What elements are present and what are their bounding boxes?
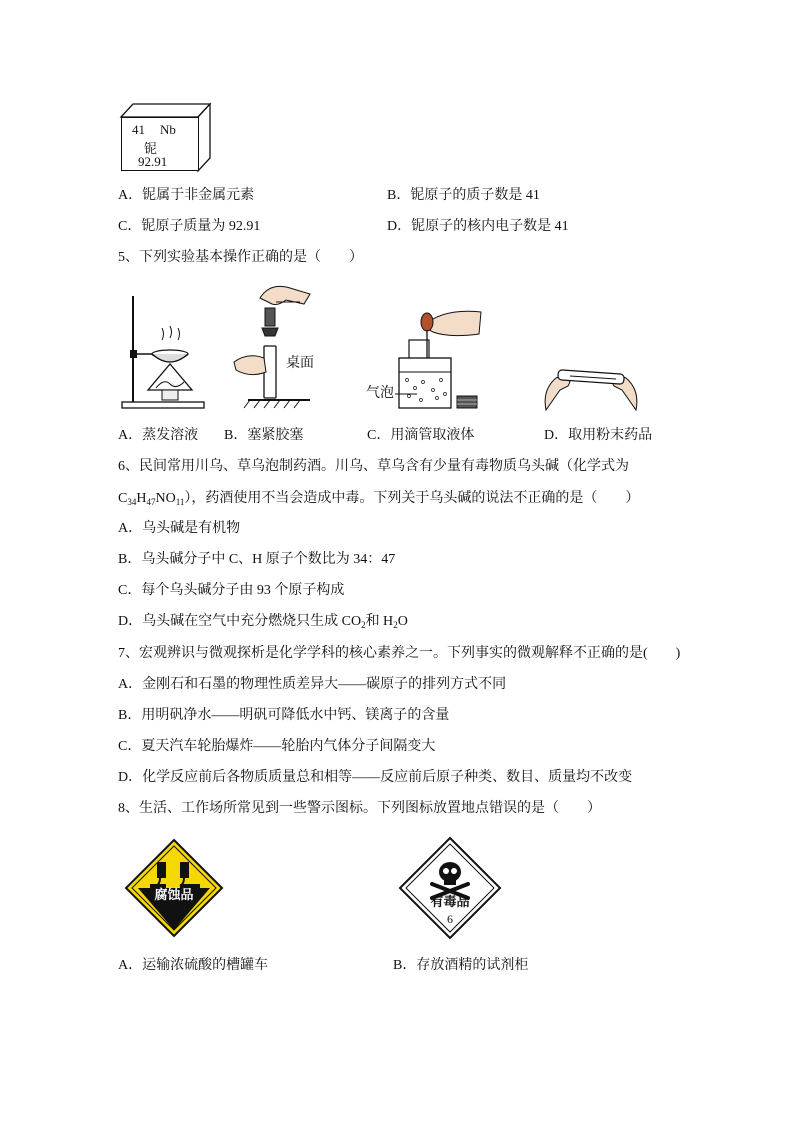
evaporation-apparatus-figure [118,292,208,412]
toxic-sign-text: 有毒品 [430,895,470,910]
q7-option-d: D．化学反应前后各物质质量总和相等——反应前后原子种类、数目、质量均不改变 [118,770,633,785]
atomic-mass: 92.91 [138,154,168,169]
q5-option-b: B．塞紧胶塞 [224,428,304,443]
q7-option-a: A．金刚石和石墨的物理性质差异大——碳原子的排列方式不同 [118,677,507,692]
corrosive-sign-text: 腐蚀品 [154,888,194,903]
q8-stem: 8、生活、工作场所常见到一些警示图标。下列图标放置地点错误的是（ ） [118,801,601,816]
q6-option-d: D．乌头碱在空气中充分燃烧只生成 $CO_2$和 $H_2O$ [118,614,408,630]
q6-stem-line1: 6、民间常用川乌、草乌泡制药酒。川乌、草乌含有少量有毒物质乌头碱（化学式为 [118,459,629,474]
q4-option-c: C．铌原子质量为 92.91 [118,219,261,234]
q5-option-a: A．蒸发溶液 [118,428,199,443]
stopper-test-tube-figure [230,280,325,412]
q6-stem-line2: $C_{34}H_{47}NO_{11}$），药酒使用不当会造成中毒。下列关于乌头碱的说法不正确的是（ ） [118,491,640,507]
q6-option-c: C．每个乌头碱分子由 93 个原子构成 [118,583,345,598]
element-symbol: Nb [160,122,176,137]
q7-option-b: B．用明矾净水——明矾可降低水中钙、镁离子的含量 [118,708,450,723]
q8-option-a: A．运输浓硫酸的槽罐车 [118,958,269,973]
q6-option-b: B．乌头碱分子中 C、H 原子个数比为 34：47 [118,552,396,567]
label-bubble: 气泡 [366,386,394,401]
q5-stem: 5、下列实验基本操作正确的是（ ） [118,250,363,265]
q7-option-c: C．夏天汽车轮胎爆炸——轮胎内气体分子间隔变大 [118,739,436,754]
q4-option-d: D．铌原子的核内电子数是 41 [387,219,569,234]
q6-option-a: A．乌头碱是有机物 [118,521,241,536]
q4-option-a: A．铌属于非金属元素 [118,188,255,203]
q4-option-b: B．铌原子的质子数是 41 [387,188,540,203]
powder-test-tube-figure [540,352,642,414]
element-name: 铌 [144,141,158,156]
atomic-number: 41 [132,122,145,137]
q5-option-c: C．用滴管取液体 [367,428,475,443]
toxic-sign-number: 6 [447,912,453,926]
element-tile [121,117,199,171]
q5-option-d: D．取用粉末药品 [544,428,653,443]
label-desktop: 桌面 [286,356,314,371]
q8-option-b: B．存放酒精的试剂柜 [393,958,529,973]
q7-stem: 7、宏观辨识与微观探析是化学学科的核心素养之一。下列事实的微观解释不正确的是( ) [118,646,681,661]
